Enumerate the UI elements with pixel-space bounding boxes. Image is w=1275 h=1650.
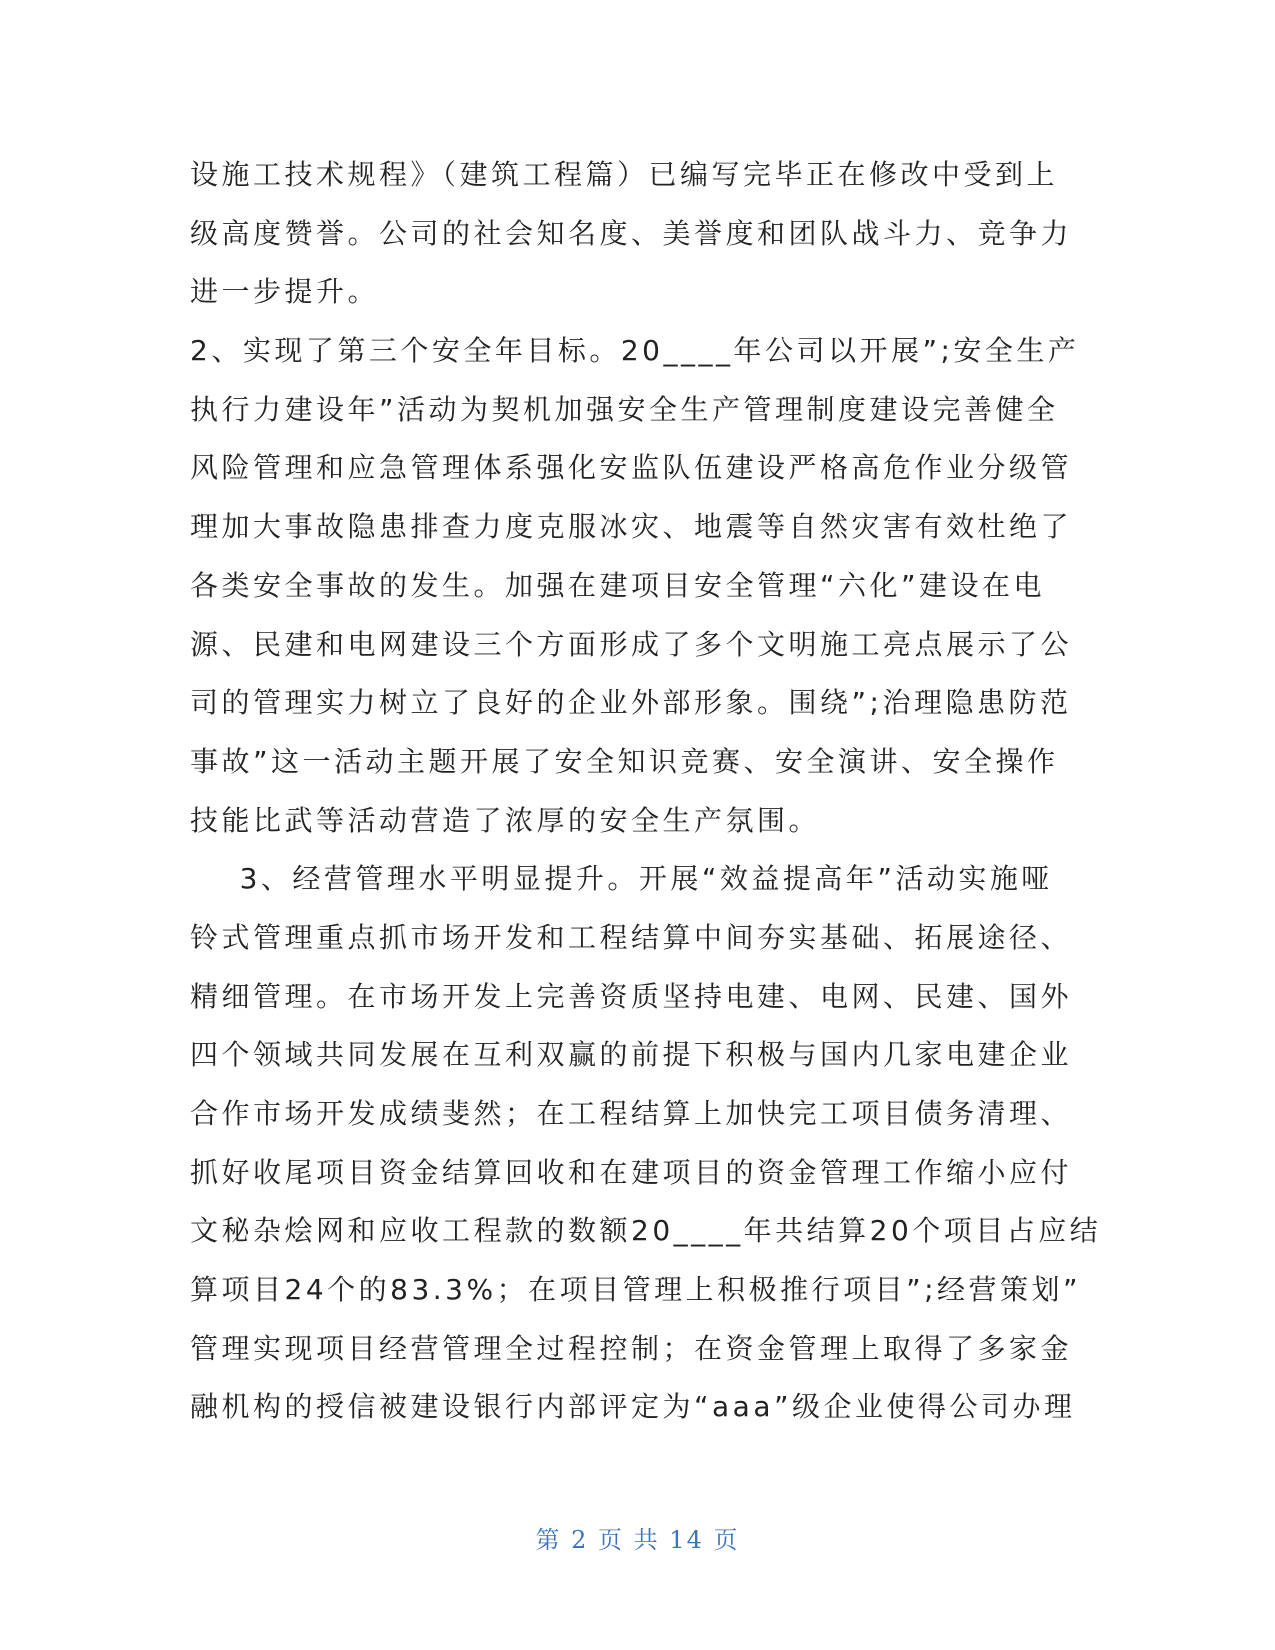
text-line-7: 理加大事故隐患排查力度克服冰灾、地震等自然灾害有效杜绝了 (190, 510, 1073, 544)
text-line-22: 融机构的授信被建设银行内部评定为“aaa”级企业使得公司办理 (190, 1390, 1076, 1424)
document-body (190, 146, 1102, 1437)
text-line-16: 四个领域共同发展在互利双赢的前提下积极与国内几家电建企业 (190, 1038, 1073, 1072)
text-line-13: 3、经营管理水平明显提升。开展“效益提高年”活动实施哑 (190, 862, 1053, 896)
text-line-11: 事故”这一活动主题开展了安全知识竞赛、安全演讲、安全操作 (190, 744, 1059, 778)
text-line-8: 各类安全事故的发生。加强在建项目安全管理“六化”建设在电 (190, 568, 1046, 602)
text-line-6: 风险管理和应急管理体系强化安监队伍建设严格高危作业分级管 (190, 451, 1073, 485)
page-number-footer: 第 2 页 共 14 页 (535, 1526, 740, 1554)
text-line-19: 文秘杂烩网和应收工程款的数额20____年共结算20个项目占应结 (190, 1214, 1102, 1248)
text-line-17: 合作市场开发成绩斐然；在工程结算上加快完工项目债务清理、 (190, 1097, 1073, 1130)
text-line-14: 铃式管理重点抓市场开发和工程结算中间夯实基础、拓展途径、 (190, 920, 1073, 954)
text-line-15: 精细管理。在市场开发上完善资质坚持电建、电网、民建、国外 (190, 979, 1073, 1013)
text-line-20: 算项目24个的83.3%；在项目管理上积极推行项目”;经营策划” (190, 1273, 1082, 1307)
text-line-3: 进一步提升。 (190, 275, 380, 309)
text-line-9: 源、民建和电网建设三个方面形成了多个文明施工亮点展示了公 (190, 627, 1073, 661)
text-line-21: 管理实现项目经营管理全过程控制；在资金管理上取得了多家金 (190, 1331, 1073, 1365)
text-line-12: 技能比武等活动营造了浓厚的安全生产氛围。 (190, 803, 821, 837)
text-line-10: 司的管理实力树立了良好的企业外部形象。围绕”;治理隐患防范 (190, 686, 1072, 720)
text-line-2: 级高度赞誉。公司的社会知名度、美誉度和团队战斗力、竞争力 (190, 216, 1073, 250)
text-line-1: 设施工技术规程》（建筑工程篇）已编写完毕正在修改中受到上 (190, 158, 1059, 191)
text-line-18: 抓好收尾项目资金结算回收和在建项目的资金管理工作缩小应付 (190, 1155, 1073, 1189)
text-line-4: 2、实现了第三个安全年目标。20____年公司以开展”;安全生产 (190, 334, 1080, 368)
text-line-5: 执行力建设年”活动为契机加强安全生产管理制度建设完善健全 (190, 392, 1059, 426)
